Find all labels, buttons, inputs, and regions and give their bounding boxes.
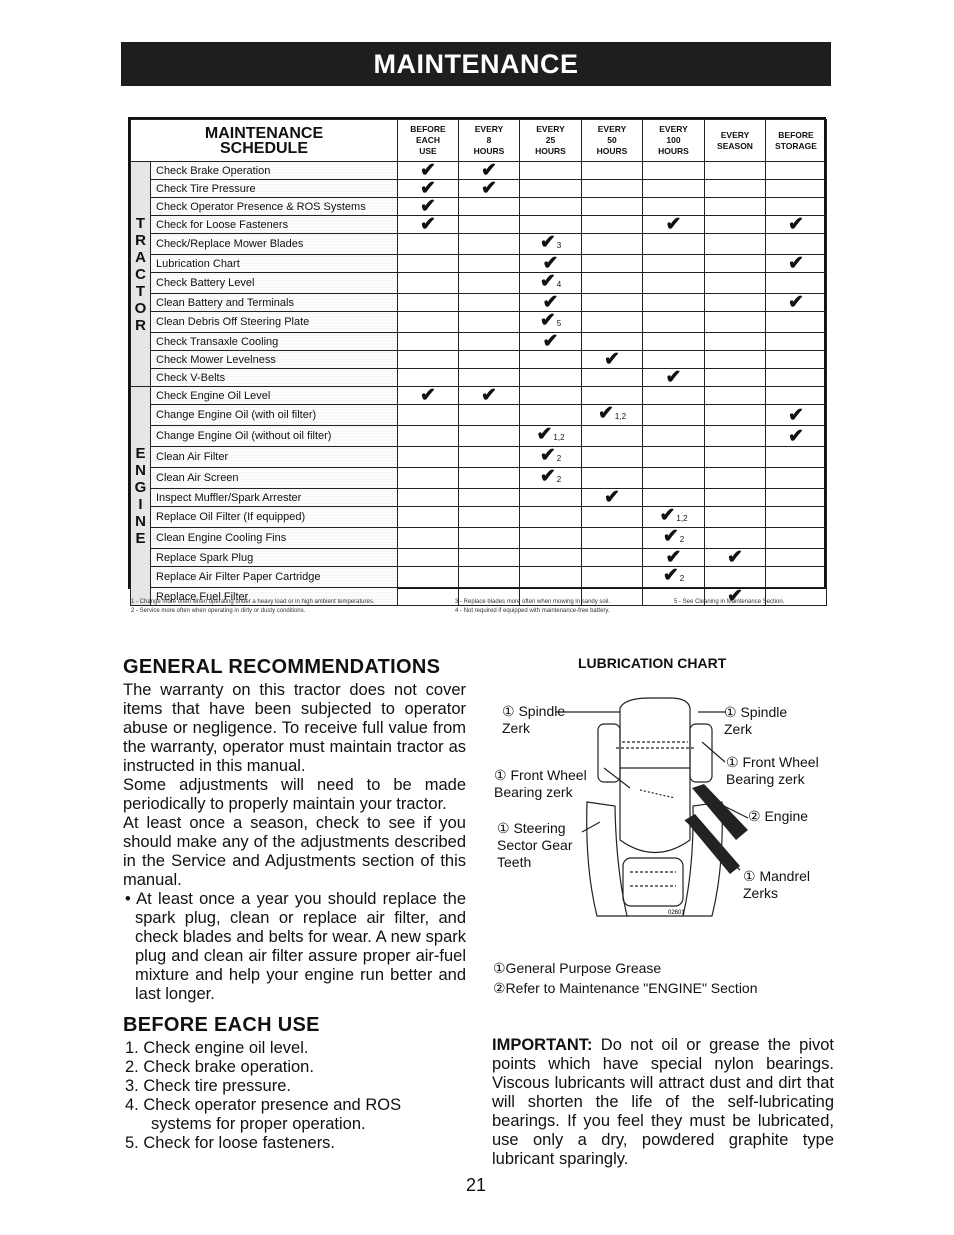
check-mark: ✔1,2: [582, 405, 643, 426]
check-mark: ✔: [398, 198, 459, 216]
check-mark: ✔: [766, 294, 827, 312]
mandrel-zerks-label: ① Mandrel Zerks: [743, 868, 811, 901]
empty-cell: [520, 387, 582, 405]
empty-cell: [459, 312, 520, 333]
table-row: [131, 273, 827, 294]
hood-outline: [620, 698, 690, 768]
empty-cell: [398, 294, 459, 312]
empty-cell: [643, 489, 705, 507]
empty-cell: [459, 294, 520, 312]
empty-cell: [582, 234, 643, 255]
empty-cell: [705, 216, 766, 234]
general-paragraph-1: The warranty on this tractor does not cover items that have been subjected to operator abuse or negligence. To receive full value from the warranty, operator must maintain tractor as instructed in this manual.: [123, 681, 466, 775]
schedule-item-label: Check Engine Oil Level: [151, 387, 398, 405]
empty-cell: [459, 216, 520, 234]
section-letter: R: [135, 316, 146, 334]
schedule-column-header-line: EVERY: [536, 124, 565, 134]
empty-cell: [705, 255, 766, 273]
empty-cell: [643, 387, 705, 405]
empty-cell: [582, 528, 643, 549]
table-row: [131, 198, 827, 216]
empty-cell: [582, 162, 643, 180]
seat-outline: [623, 858, 683, 906]
section-letter: N: [135, 462, 146, 479]
empty-cell: [705, 468, 766, 489]
empty-cell: [398, 405, 459, 426]
schedule-column-header-line: EVERY: [720, 129, 750, 140]
schedule-grid: [130, 119, 827, 606]
schedule-column-header-line: SEASON: [717, 140, 753, 151]
lubrication-chart-title: LUBRICATION CHART: [578, 655, 727, 671]
empty-cell: [705, 489, 766, 507]
empty-cell: [520, 180, 582, 198]
section-letter: T: [135, 214, 146, 232]
spindle-zerk-left-label: ① Spindle Zerk: [502, 703, 566, 736]
empty-cell: [459, 549, 520, 567]
general-paragraph-3: At least once a season, check to see if you should make any of the adjustments described in the Service and Adjustments section of this manual.: [123, 814, 466, 889]
empty-cell: [582, 567, 643, 588]
check-mark: ✔: [459, 162, 520, 180]
schedule-item-label: Check Battery Level: [151, 273, 398, 294]
steering-gear-label: ① Steering Sector Gear Teeth: [497, 820, 573, 870]
empty-cell: [459, 198, 520, 216]
section-letter: N: [135, 513, 146, 530]
spindle-zerk-right-label: ① Spindle Zerk: [724, 704, 788, 737]
footnote-ref: 4: [556, 280, 562, 289]
empty-cell: [398, 549, 459, 567]
empty-cell: [459, 426, 520, 447]
schedule-column-header: [705, 120, 766, 162]
footnote-ref: 5: [556, 319, 562, 328]
empty-cell: [582, 294, 643, 312]
general-recommendations-body: [123, 681, 466, 1004]
empty-cell: [459, 351, 520, 369]
empty-cell: [643, 273, 705, 294]
empty-cell: [705, 351, 766, 369]
empty-cell: [520, 507, 582, 528]
empty-cell: [459, 273, 520, 294]
empty-cell: [398, 447, 459, 468]
empty-cell: [459, 405, 520, 426]
check-mark: ✔1,2: [520, 426, 582, 447]
empty-cell: [582, 369, 643, 387]
empty-cell: [766, 198, 827, 216]
table-row: [131, 234, 827, 255]
empty-cell: [766, 549, 827, 567]
check-mark: ✔: [520, 333, 582, 351]
schedule-column-header: [582, 120, 643, 162]
empty-cell: [582, 387, 643, 405]
empty-cell: [643, 312, 705, 333]
footnote-5: 5 - See Cleaning in Maintenance Section.: [674, 599, 785, 605]
empty-cell: [705, 273, 766, 294]
empty-cell: [582, 549, 643, 567]
page-banner-title: MAINTENANCE: [121, 42, 831, 86]
empty-cell: [705, 162, 766, 180]
empty-cell: [766, 489, 827, 507]
empty-cell: [766, 387, 827, 405]
footnote-1: 1 - Change more often when operating under a heavy load or in high ambient temperatures.: [131, 599, 375, 605]
empty-cell: [520, 489, 582, 507]
empty-cell: [643, 351, 705, 369]
empty-cell: [398, 489, 459, 507]
empty-cell: [459, 447, 520, 468]
empty-cell: [459, 468, 520, 489]
general-paragraph-2: Some adjustments will need to be made periodically to properly maintain your tractor.: [123, 776, 466, 813]
table-row: [131, 549, 827, 567]
section-letter: A: [135, 248, 146, 266]
empty-cell: [643, 468, 705, 489]
empty-cell: [766, 468, 827, 489]
section-letter: G: [134, 479, 147, 496]
check-mark: ✔2: [520, 447, 582, 468]
footnote-ref: 1,2: [614, 412, 627, 421]
schedule-column-header-line: 8: [486, 135, 492, 145]
empty-cell: [398, 468, 459, 489]
empty-cell: [582, 312, 643, 333]
schedule-column-header: [643, 120, 705, 162]
empty-cell: [766, 507, 827, 528]
section-letter: R: [135, 231, 146, 249]
page-number: 21: [466, 1175, 487, 1195]
empty-cell: [705, 333, 766, 351]
schedule-column-header-line: HOURS: [535, 146, 566, 156]
empty-cell: [643, 333, 705, 351]
schedule-item-label: Check V-Belts: [151, 369, 398, 387]
section-letter: O: [134, 299, 147, 317]
before-each-use-heading: BEFORE EACH USE: [123, 1014, 320, 1036]
table-row: [131, 468, 827, 489]
empty-cell: [705, 180, 766, 198]
footnote-2: 2 - Service more often when operating in dirty or dusty conditions.: [131, 608, 306, 614]
empty-cell: [705, 312, 766, 333]
front-wheel-left-label: ① Front Wheel Bearing zerk: [494, 767, 587, 800]
footnote-ref: 1,2: [676, 514, 688, 523]
check-mark: ✔: [459, 180, 520, 198]
empty-cell: [398, 528, 459, 549]
empty-cell: [766, 447, 827, 468]
list-item: 2. Check brake operation.: [125, 1058, 314, 1076]
schedule-column-header: [766, 120, 827, 162]
empty-cell: [705, 234, 766, 255]
table-row: [131, 369, 827, 387]
check-mark: ✔: [643, 549, 705, 567]
schedule-title-line2: SCHEDULE: [219, 140, 308, 157]
left-front-wheel: [598, 724, 620, 782]
empty-cell: [766, 234, 827, 255]
empty-cell: [705, 198, 766, 216]
empty-cell: [459, 255, 520, 273]
schedule-column-header-line: EACH: [415, 135, 441, 145]
tractor-body: [620, 768, 690, 853]
empty-cell: [582, 180, 643, 198]
table-row: [131, 489, 827, 507]
empty-cell: [398, 255, 459, 273]
empty-cell: [582, 507, 643, 528]
schedule-title: [131, 120, 398, 162]
empty-cell: [643, 180, 705, 198]
empty-cell: [459, 369, 520, 387]
left-rear-wheel: [587, 802, 627, 916]
list-item: 1. Check engine oil level.: [125, 1039, 309, 1057]
empty-cell: [643, 405, 705, 426]
check-mark: ✔: [766, 216, 827, 234]
empty-cell: [520, 162, 582, 180]
general-recommendations-heading: GENERAL RECOMMENDATIONS: [123, 656, 441, 678]
schedule-column-header-line: HOURS: [596, 146, 628, 156]
empty-cell: [582, 216, 643, 234]
empty-cell: [520, 198, 582, 216]
check-mark: ✔: [582, 351, 643, 369]
footnote-ref: 2: [556, 475, 562, 484]
check-mark: ✔3: [520, 234, 582, 255]
empty-cell: [643, 294, 705, 312]
empty-cell: [643, 255, 705, 273]
empty-cell: [643, 198, 705, 216]
schedule-column-header-line: STORAGE: [775, 140, 817, 151]
schedule-item-label: Change Engine Oil (without oil filter): [151, 426, 398, 447]
section-letter: T: [135, 282, 146, 300]
schedule-item-label: Check/Replace Mower Blades: [151, 234, 398, 255]
schedule-item-label: Check Tire Pressure: [151, 180, 398, 198]
legend-general-grease: ①General Purpose Grease: [493, 960, 662, 976]
check-mark: ✔4: [520, 273, 582, 294]
empty-cell: [643, 162, 705, 180]
check-mark: ✔: [398, 180, 459, 198]
schedule-column-header-line: BEFORE: [410, 124, 446, 134]
empty-cell: [705, 405, 766, 426]
schedule-header-row: [131, 120, 827, 162]
empty-cell: [766, 333, 827, 351]
empty-cell: [459, 567, 520, 588]
schedule-column-header: [398, 120, 459, 162]
schedule-column-header-line: EVERY: [597, 124, 627, 134]
schedule-column-header-line: HOURS: [473, 146, 505, 156]
table-row: [131, 162, 827, 180]
schedule-column-header-line: BEFORE: [778, 129, 814, 140]
empty-cell: [766, 312, 827, 333]
empty-cell: [520, 549, 582, 567]
section-letter: C: [135, 265, 146, 283]
empty-cell: [398, 507, 459, 528]
important-note: [492, 1036, 834, 1169]
footnote-ref: 3: [556, 241, 562, 250]
table-row: [131, 567, 827, 588]
engine-label: ② Engine: [748, 808, 809, 824]
empty-cell: [582, 333, 643, 351]
check-mark: ✔: [705, 588, 766, 606]
check-mark: ✔2: [520, 468, 582, 489]
check-mark: ✔: [459, 387, 520, 405]
schedule-item-label: Check Brake Operation: [151, 162, 398, 180]
check-mark: ✔: [398, 387, 459, 405]
empty-cell: [643, 426, 705, 447]
check-mark: ✔: [766, 405, 827, 426]
check-mark: ✔: [705, 549, 766, 567]
section-letter: E: [135, 445, 146, 462]
empty-cell: [520, 567, 582, 588]
empty-cell: [520, 528, 582, 549]
list-item: 5. Check for loose fasteners.: [125, 1134, 336, 1152]
empty-cell: [398, 351, 459, 369]
empty-cell: [459, 528, 520, 549]
schedule-item-label: Inspect Muffler/Spark Arrester: [151, 489, 398, 507]
empty-cell: [766, 180, 827, 198]
table-row: [131, 426, 827, 447]
check-mark: ✔: [398, 162, 459, 180]
empty-cell: [582, 198, 643, 216]
schedule-item-label: Replace Spark Plug: [151, 549, 398, 567]
empty-cell: [582, 255, 643, 273]
footnote-ref: 1,2: [553, 433, 565, 442]
table-row: [131, 294, 827, 312]
empty-cell: [582, 447, 643, 468]
empty-cell: [398, 312, 459, 333]
list-item: 4. Check operator presence and ROS systems for proper operation.: [125, 1096, 402, 1133]
empty-cell: [398, 333, 459, 351]
table-row: [131, 312, 827, 333]
table-row: [131, 528, 827, 549]
check-mark: ✔: [520, 294, 582, 312]
schedule-item-label: Clean Battery and Terminals: [151, 294, 398, 312]
empty-cell: [705, 369, 766, 387]
check-mark: ✔: [398, 216, 459, 234]
schedule-item-label: Lubrication Chart: [151, 255, 398, 273]
empty-cell: [520, 369, 582, 387]
schedule-item-label: Clean Air Filter: [151, 447, 398, 468]
empty-cell: [398, 567, 459, 588]
schedule-column-header-line: EVERY: [659, 124, 688, 134]
legend-engine-section: ②Refer to Maintenance "ENGINE" Section: [493, 980, 758, 996]
empty-cell: [459, 489, 520, 507]
empty-cell: [705, 447, 766, 468]
schedule-column-header-line: EVERY: [474, 124, 504, 134]
schedule-column-header-line: 100: [666, 135, 681, 145]
empty-cell: [643, 234, 705, 255]
empty-cell: [766, 162, 827, 180]
schedule-column-header-line: HOURS: [658, 146, 689, 156]
schedule-item-label: Check for Loose Fasteners: [151, 216, 398, 234]
empty-cell: [520, 405, 582, 426]
front-wheel-right-label: ① Front Wheel Bearing zerk: [726, 754, 819, 787]
empty-cell: [398, 588, 459, 606]
empty-cell: [766, 567, 827, 588]
section-letter: E: [135, 530, 146, 547]
empty-cell: [582, 468, 643, 489]
empty-cell: [705, 567, 766, 588]
list-item: 3. Check tire pressure.: [125, 1077, 291, 1095]
empty-cell: [582, 273, 643, 294]
schedule-item-label: Replace Fuel Filter: [151, 588, 398, 606]
empty-cell: [705, 294, 766, 312]
schedule-item-label: Clean Debris Off Steering Plate: [151, 312, 398, 333]
tractor-section-label: [131, 162, 151, 387]
empty-cell: [766, 351, 827, 369]
schedule-item-label: Change Engine Oil (with oil filter): [151, 405, 398, 426]
general-bullet: • At least once a year you should replace the spark plug, clean or replace air filter, and check blades and belts for wear. A new spark plug and clean air filter assure proper air-fuel mixture and help your engine run better and last longer.: [125, 890, 466, 1003]
before-each-use-list: [125, 1039, 465, 1153]
check-mark: ✔2: [643, 567, 705, 588]
footnote-4: 4 - Not required if equipped with maintenance-free battery.: [455, 608, 610, 614]
empty-cell: [766, 528, 827, 549]
check-mark: ✔: [766, 255, 827, 273]
check-mark: ✔2: [643, 528, 705, 549]
table-row: [131, 405, 827, 426]
table-row: [131, 507, 827, 528]
check-mark: ✔: [643, 369, 705, 387]
empty-cell: [459, 507, 520, 528]
important-text: Do not oil or grease the pivot points which have special nylon bearings. Viscous lubricants will attract dust and dirt that will shorten the life of the self-lubricating bearings. If you feel they must be lubricated, use only a dry, powdered graphite type lubricant sparingly.: [492, 1036, 834, 1168]
schedule-title-line1: MAINTENANCE: [204, 125, 324, 142]
schedule-column-header-line: 25: [545, 135, 556, 145]
empty-cell: [582, 426, 643, 447]
empty-cell: [520, 216, 582, 234]
empty-cell: [520, 351, 582, 369]
schedule-column-header: [459, 120, 520, 162]
schedule-item-label: Check Mower Levelness: [151, 351, 398, 369]
schedule-item-label: Replace Oil Filter (If equipped): [151, 507, 398, 528]
empty-cell: [705, 387, 766, 405]
table-row: [131, 255, 827, 273]
empty-cell: [459, 234, 520, 255]
part-code: 02601: [668, 910, 685, 916]
table-row: [131, 180, 827, 198]
table-row: [131, 351, 827, 369]
schedule-item-label: Check Transaxle Cooling: [151, 333, 398, 351]
schedule-column-header: [520, 120, 582, 162]
schedule-item-label: Replace Air Filter Paper Cartridge: [151, 567, 398, 588]
empty-cell: [705, 426, 766, 447]
empty-cell: [398, 273, 459, 294]
schedule-item-label: Clean Engine Cooling Fins: [151, 528, 398, 549]
empty-cell: [643, 447, 705, 468]
section-letter: I: [138, 496, 143, 513]
check-mark: ✔: [766, 426, 827, 447]
empty-cell: [766, 273, 827, 294]
important-lead: IMPORTANT:: [492, 1036, 593, 1054]
check-mark: ✔: [643, 216, 705, 234]
table-row: [131, 387, 827, 405]
check-mark: ✔5: [520, 312, 582, 333]
empty-cell: [398, 369, 459, 387]
schedule-item-label: Check Operator Presence & ROS Systems: [151, 198, 398, 216]
check-mark: ✔: [582, 489, 643, 507]
empty-cell: [705, 507, 766, 528]
empty-cell: [766, 369, 827, 387]
table-row: [131, 216, 827, 234]
empty-cell: [398, 426, 459, 447]
check-mark: ✔: [520, 255, 582, 273]
footnote-ref: 2: [679, 574, 685, 583]
footnote-ref: 2: [679, 535, 685, 544]
footnote-ref: 2: [556, 454, 562, 463]
table-row: [131, 333, 827, 351]
footnote-3: 3 - Replace blades more often when mowing in sandy soil.: [455, 599, 611, 605]
empty-cell: [398, 234, 459, 255]
schedule-item-label: Clean Air Screen: [151, 468, 398, 489]
empty-cell: [705, 528, 766, 549]
right-front-wheel: [690, 724, 712, 782]
empty-cell: [459, 333, 520, 351]
table-row: [131, 447, 827, 468]
engine-section-label: [131, 387, 151, 606]
check-mark: ✔1,2: [643, 507, 705, 528]
schedule-column-header-line: USE: [419, 146, 437, 156]
schedule-column-header-line: 50: [607, 135, 617, 145]
